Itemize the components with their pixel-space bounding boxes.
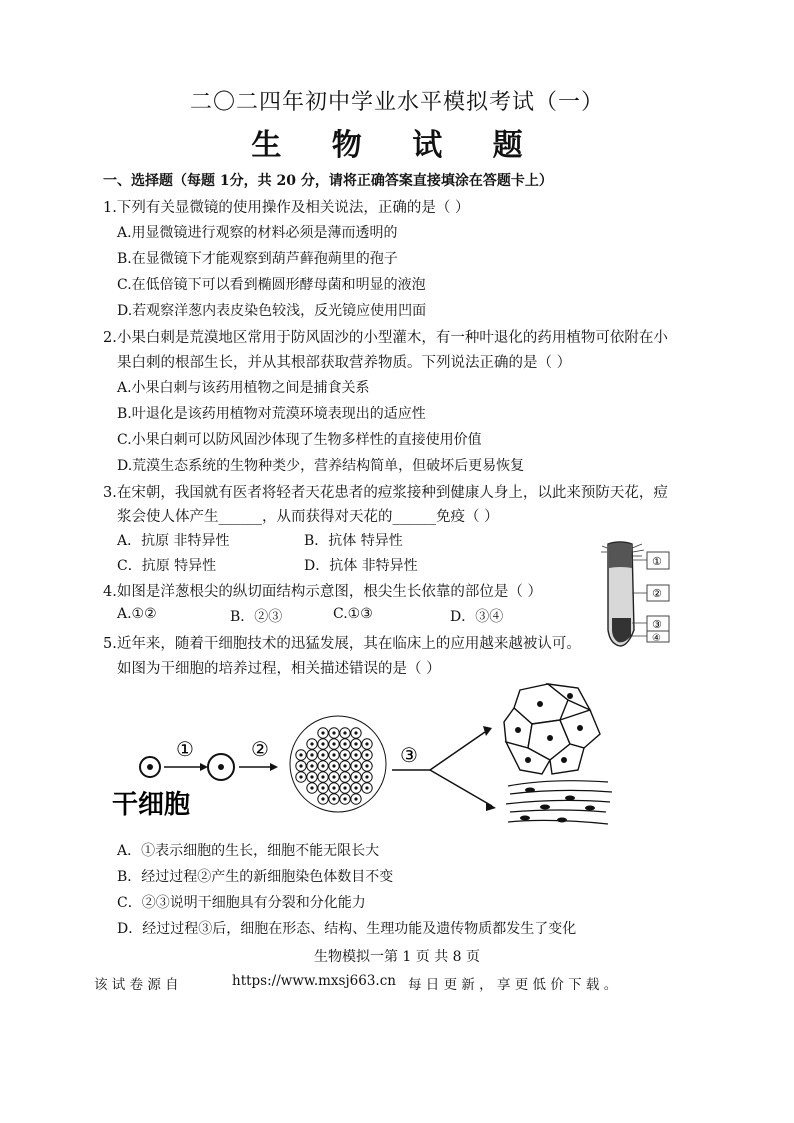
cell-nucleus	[321, 786, 324, 789]
q1-option-c: C.在低倍镜下可以看到椭圆形酵母菌和明显的液泡	[117, 277, 426, 293]
q2-option-a: A.小果白刺与该药用植物之间是捕食关系	[117, 380, 370, 396]
q5-option-c: C．②③说明干细胞具有分裂和分化能力	[117, 895, 366, 911]
q5-stem-line2: 如图为干细胞的培养过程，相关描述错误的是（ ）	[117, 661, 441, 677]
cell-nucleus	[310, 764, 313, 767]
q4-option-b: B．②③	[230, 609, 283, 625]
q2-stem-line2: 果白刺的根部生长，并从其根部获取营养物质。下列说法正确的是（ ）	[117, 355, 572, 371]
onion-root-tip-figure	[600, 538, 670, 650]
q4-option-a: A.①②	[117, 606, 157, 622]
cell-nucleus	[365, 742, 368, 745]
q3-stem-line2: 浆会使人体产生______，从而获得对天花的______免疫（ ）	[117, 509, 499, 525]
cell-nucleus	[321, 742, 324, 745]
q3-option-d: D．抗体 非特异性	[304, 558, 418, 574]
root-hair-zone-shading	[609, 543, 632, 569]
q1-option-a: A.用显微镜进行观察的材料必须是薄而透明的	[117, 225, 398, 241]
cell-nucleus	[343, 742, 346, 745]
q5-option-b: B．经过过程②产生的新细胞染色体数目不变	[117, 869, 394, 885]
cell-nucleus	[365, 786, 368, 789]
arrow-1	[200, 763, 208, 771]
q3-option-b: B．抗体 特异性	[304, 533, 403, 549]
cell-nucleus	[343, 764, 346, 767]
q1-option-b: B.在显微镜下才能观察到葫芦藓孢蒴里的孢子	[117, 251, 398, 267]
cell-nucleus	[343, 786, 346, 789]
subject-title: 生 物 试 题	[251, 128, 543, 163]
cell-nucleus	[321, 797, 324, 800]
cell-nucleus	[354, 775, 357, 778]
cell-nucleus	[310, 775, 313, 778]
step-3-label: ③	[400, 743, 418, 767]
q1-option-d: D.若观察洋葱内表皮染色较浅，反光镜应使用凹面	[117, 303, 427, 319]
root-label-1: ①	[652, 555, 662, 568]
cell-nucleus	[332, 797, 335, 800]
cell-nucleus	[321, 731, 324, 734]
watermark-source: 该 试 卷 源 自	[94, 977, 179, 993]
cell-nucleus	[332, 764, 335, 767]
cell-nucleus	[354, 786, 357, 789]
cell-nucleus	[343, 731, 346, 734]
q1-stem: 1.下列有关显微镜的使用操作及相关说法，正确的是（ ）	[103, 200, 470, 216]
cell-nucleus	[321, 775, 324, 778]
arrow-3-up	[483, 726, 492, 736]
q2-option-c: C.小果白刺可以防风固沙体现了生物多样性的直接使用价值	[117, 432, 482, 448]
cell-nucleus	[299, 775, 302, 778]
q3-stem-line1: 3.在宋朝，我国就有医者将轻者天花患者的痘浆接种到健康人身上，以此来预防天花，痘	[103, 485, 668, 501]
cell-nucleus	[321, 753, 324, 756]
watermark-slogan: 每 日 更 新 ， 享 更 低 价 下 载 。	[408, 977, 618, 993]
cell-nucleus	[299, 764, 302, 767]
cell-nucleus	[321, 764, 324, 767]
section-heading: 一、选择题（每题 1分，共 20 分，请将正确答案直接填涂在答题卡上）	[103, 173, 553, 189]
cell-nucleus	[332, 786, 335, 789]
step-1-label: ①	[176, 737, 194, 761]
q4-option-c: C.①③	[333, 606, 373, 622]
q4-option-d: D．③④	[450, 609, 504, 625]
root-label-4: ④	[652, 633, 661, 644]
q2-option-d: D.荒漠生态系统的生物种类少，营养结构简单，但破坏后更易恢复	[117, 458, 525, 474]
cell-nucleus	[310, 786, 313, 789]
q3-option-a: A．抗原 非特异性	[117, 533, 230, 549]
cell-nucleus	[354, 764, 357, 767]
cell-nucleus	[343, 797, 346, 800]
arrow-3-down	[486, 802, 496, 811]
cell-nucleus	[343, 775, 346, 778]
cell-nucleus	[332, 753, 335, 756]
root-label-2: ②	[652, 587, 662, 600]
cell-nucleus	[299, 753, 302, 756]
cell-nucleus	[354, 731, 357, 734]
cell-nucleus	[343, 753, 346, 756]
q5-option-a: A．①表示细胞的生长，细胞不能无限长大	[117, 843, 380, 859]
cell-nucleus	[354, 797, 357, 800]
cell-nucleus	[365, 764, 368, 767]
cell-nucleus	[332, 731, 335, 734]
q3-option-c: C．抗原 特异性	[117, 558, 217, 574]
cell-nucleus	[365, 775, 368, 778]
root-label-3: ③	[652, 618, 662, 631]
q2-option-b: B.叶退化是该药用植物对荒漠环境表现出的适应性	[117, 406, 426, 422]
q5-stem-line1: 5.近年来，随着干细胞技术的迅猛发展，其在临床上的应用越来越被认可。	[103, 636, 581, 652]
cell-nucleus	[354, 753, 357, 756]
watermark-url[interactable]: https://www.mxsj663.cn	[232, 973, 396, 989]
root-cap-shading	[612, 618, 631, 642]
step-2-label: ②	[251, 737, 269, 761]
q5-option-d: D．经过过程③后，细胞在形态、结构、生理功能及遗传物质都发生了变化	[117, 921, 577, 937]
q2-stem-line1: 2.小果白刺是荒漠地区常用于防风固沙的小型灌木，有一种叶退化的药用植物可依附在小	[103, 330, 668, 346]
page-footer: 生物模拟一第 1 页 共 8 页	[313, 949, 481, 965]
exam-title: 二〇二四年初中学业水平模拟考试（一）	[189, 90, 604, 115]
arrow-2	[270, 763, 278, 771]
cell-nucleus	[365, 753, 368, 756]
cell-nucleus	[310, 753, 313, 756]
stem-cell-caption: 干细胞	[112, 790, 191, 820]
cell-nucleus	[332, 742, 335, 745]
cell-nucleus	[354, 742, 357, 745]
stem-cell-figure	[100, 678, 620, 838]
cell-nucleus	[310, 742, 313, 745]
q4-stem: 4.如图是洋葱根尖的纵切面结构示意图，根尖生长依靠的部位是（ ）	[103, 584, 542, 600]
cell-nucleus	[332, 775, 335, 778]
